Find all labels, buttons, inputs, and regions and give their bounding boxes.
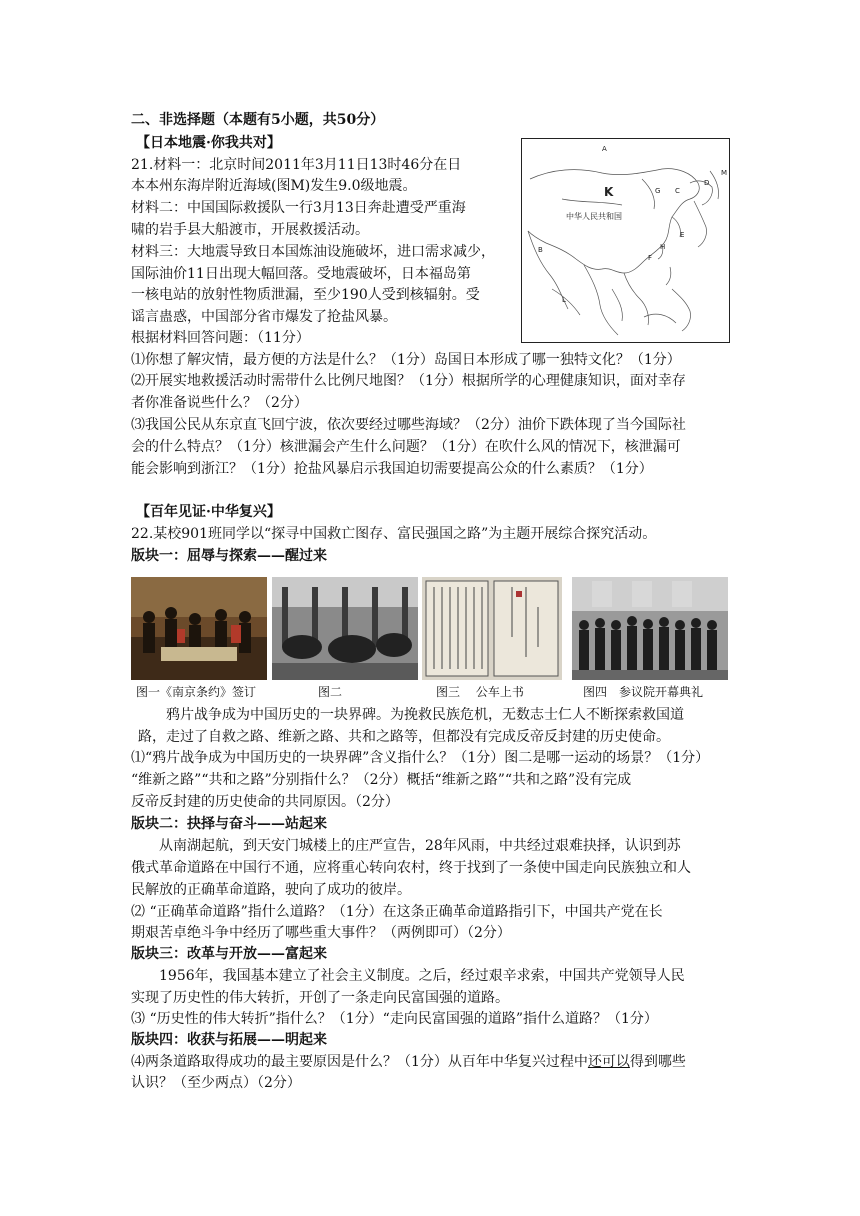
q21-question-2-cont: 者你准备说些什么？（2分） xyxy=(131,395,308,411)
map-label-g: G xyxy=(655,187,661,195)
block1-text: 路，走过了自救之路、维新之路、共和之路等，但都没有完成反帝反封建的历史使命。 xyxy=(138,729,670,745)
map-label-d: D xyxy=(704,179,710,187)
block1-text: 鸦片战争成为中国历史的一块界碑。为挽救民族危机，无数志士仁人不断探索救国道 xyxy=(166,707,684,723)
block3-question: ⑶ “历史性的伟大转折”指什么？（1分）“走向民富国强的道路”指什么道路？（1分） xyxy=(131,1011,658,1027)
block2-question-cont: 期艰苦卓绝斗争中经历了哪些重大事件？（两例即可）（2分） xyxy=(131,925,511,941)
east-asia-map xyxy=(521,138,730,343)
q21-line: 21.材料一：北京时间2011年3月11日13时46分在日 xyxy=(131,157,462,173)
block2-text: 民解放的正确革命道路，驶向了成功的彼岸。 xyxy=(131,882,411,898)
block4-question-text: ⑷两条道路取得成功的最主要原因是什么？（1分）从百年中华复兴过程中 xyxy=(131,1054,588,1070)
q21-line: 一核电站的放射性物质泄漏，至少190人受到核辐射。受 xyxy=(131,287,480,303)
q21-line: 谣言蛊惑，中国部分省市爆发了抢盐风暴。 xyxy=(131,309,397,325)
block4-title: 版块四：收获与拓展——明起来 xyxy=(131,1032,327,1048)
block1-question-cont: “维新之路”“共和之路”分别指什么？（2分）概括“维新之路”“共和之路”没有完成 xyxy=(131,772,632,788)
block4-question-text-end: 得到哪些 xyxy=(629,1054,686,1070)
q21-heading: 【日本地震·你我共对】 xyxy=(136,135,281,151)
caption-fig2: 图二 xyxy=(318,685,343,699)
block2-text: 俄式革命道路在中国行不通，应将重心转向农村，终于找到了一条使中国走向民族独立和人 xyxy=(131,860,691,876)
block3-title: 版块三：改革与开放——富起来 xyxy=(131,946,327,962)
block2-question: ⑵ “正确革命道路”指什么道路？（1分）在这条正确革命道路指引下，中国共产党在长 xyxy=(131,904,663,920)
caption-fig1: 图一《南京条约》签订 xyxy=(136,685,257,699)
section-header: 二、非选择题（本题有5小题，共50分） xyxy=(131,112,385,128)
underlined-phrase: 还可以 xyxy=(587,1054,630,1070)
block2-text: 从南湖起航，到天安门城楼上的庄严宣告，28年风雨，中共经过艰难抉择，认识到苏 xyxy=(159,838,681,854)
photo-treaty-of-nanjing xyxy=(131,577,267,680)
caption-fig3: 图三 公车上书 xyxy=(436,685,524,699)
photo-senate-opening xyxy=(572,577,728,680)
map-label-b: B xyxy=(538,246,543,254)
block3-text: 1956年，我国基本建立了社会主义制度。之后，经过艰辛求索，中国共产党领导人民 xyxy=(159,968,685,984)
map-outline xyxy=(522,139,729,342)
block4-question-cont: 认识？（至少两点）（2分） xyxy=(131,1075,301,1091)
q21-question-3: ⑶我国公民从东京直飞回宁波，依次要经过哪些海域？（2分）油价下跌体现了当今国际社 xyxy=(131,417,686,433)
q21-line: 根据材料回答问题：（11分） xyxy=(131,330,310,346)
block1-question: ⑴“鸦片战争成为中国历史的一块界碑”含义指什么？（1分）图二是哪一运动的场景？（1分） xyxy=(131,750,710,766)
photo-gongche-shangshu xyxy=(422,577,562,680)
q21-question-3-cont: 会的什么特点？（1分）核泄漏会产生什么问题？（1分）在吹什么风的情况下，核泄漏可 xyxy=(131,439,681,455)
block2-title: 版块二：抉择与奋斗——站起来 xyxy=(131,816,327,832)
block1-question-cont: 反帝反封建的历史使命的共同原因。（2分） xyxy=(131,794,399,810)
map-label-m: M xyxy=(721,169,728,177)
q21-question-1: ⑴你想了解灾情，最方便的方法是什么？（1分）岛国日本形成了哪一独特文化？（1分） xyxy=(131,352,681,368)
map-label-k: K xyxy=(604,185,614,199)
q21-question-2: ⑵开展实地救援活动时需带什么比例尺地图？（1分）根据所学的心理健康知识，面对幸存 xyxy=(131,373,686,389)
q21-line: 啸的岩手县大船渡市，开展救援活动。 xyxy=(131,222,369,238)
map-country-label: 中华人民共和国 xyxy=(566,212,622,221)
map-label-h: H xyxy=(660,243,666,251)
q21-line: 材料三：大地震导致日本国炼油设施破坏，进口需求减少， xyxy=(131,244,495,260)
block1-title: 版块一：屈辱与探索——醒过来 xyxy=(131,548,327,564)
q21-question-3-cont: 能会影响到浙江？（1分）抢盐风暴启示我国迫切需要提高公众的什么素质？（1分） xyxy=(131,461,653,477)
q21-line: 材料二：中国国际救援队一行3月13日奔赴遭受严重海 xyxy=(131,200,466,216)
map-label-e: E xyxy=(680,231,685,239)
q22-intro: 22.某校901班同学以“探寻中国救亡图存、富民强国之路”为主题开展综合探究活动。 xyxy=(131,526,657,542)
map-label-f: F xyxy=(648,254,653,262)
map-label-c: C xyxy=(675,187,680,195)
block4-question xyxy=(131,1052,686,1072)
photo-factory xyxy=(272,577,418,680)
q21-line: 本本州东海岸附近海域(图M)发生9.0级地震。 xyxy=(131,178,417,194)
q22-heading: 【百年见证·中华复兴】 xyxy=(136,504,281,520)
map-label-a: A xyxy=(602,145,607,153)
map-label-l: L xyxy=(562,296,566,304)
q21-line: 国际油价11日出现大幅回落。受地震破坏，日本福岛第 xyxy=(131,266,471,282)
block3-text: 实现了历史性的伟大转折，开创了一条走向民富国强的道路。 xyxy=(131,990,509,1006)
caption-fig4: 图四 参议院开幕典礼 xyxy=(583,685,704,699)
